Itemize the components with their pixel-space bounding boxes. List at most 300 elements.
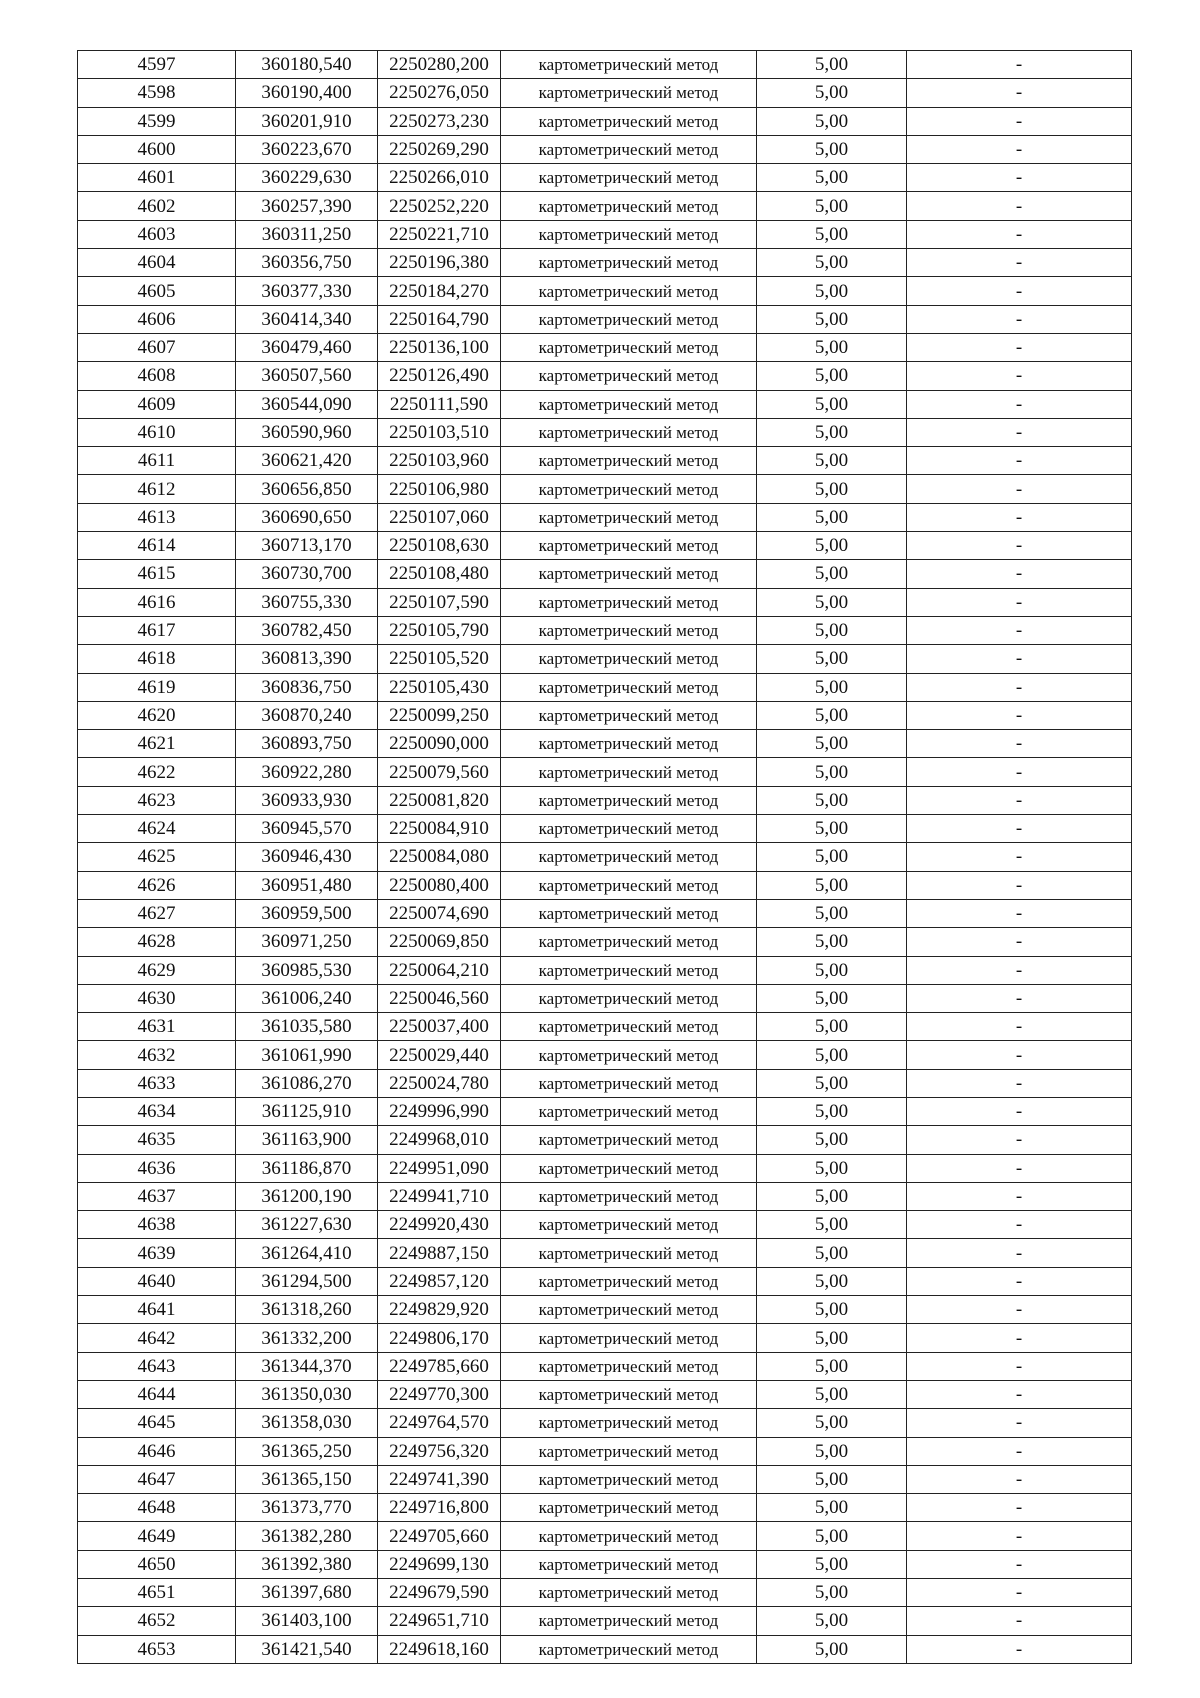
note-cell: -: [907, 786, 1132, 814]
x-coordinate-cell: 360257,390: [236, 192, 378, 220]
accuracy-cell: 5,00: [757, 305, 907, 333]
accuracy-cell: 5,00: [757, 51, 907, 79]
accuracy-cell: 5,00: [757, 984, 907, 1012]
accuracy-cell: 5,00: [757, 1126, 907, 1154]
x-coordinate-cell: 361318,260: [236, 1296, 378, 1324]
y-coordinate-cell: 2250108,630: [378, 532, 501, 560]
y-coordinate-cell: 2250024,780: [378, 1069, 501, 1097]
point-number-cell: 4597: [78, 51, 236, 79]
accuracy-cell: 5,00: [757, 1154, 907, 1182]
table-row: [78, 984, 1132, 1012]
note-cell: -: [907, 1013, 1132, 1041]
accuracy-cell: 5,00: [757, 1550, 907, 1578]
table-row: [78, 1324, 1132, 1352]
y-coordinate-cell: 2249996,990: [378, 1097, 501, 1125]
x-coordinate-cell: 360971,250: [236, 928, 378, 956]
table-row: [78, 1465, 1132, 1493]
accuracy-cell: 5,00: [757, 277, 907, 305]
x-coordinate-cell: 360414,340: [236, 305, 378, 333]
note-cell: -: [907, 928, 1132, 956]
table-row: [78, 249, 1132, 277]
note-cell: -: [907, 503, 1132, 531]
method-cell: картометрический метод: [501, 928, 757, 956]
table-row: [78, 871, 1132, 899]
point-number-cell: 4623: [78, 786, 236, 814]
method-cell: картометрический метод: [501, 79, 757, 107]
accuracy-cell: 5,00: [757, 871, 907, 899]
note-cell: -: [907, 1126, 1132, 1154]
y-coordinate-cell: 2249887,150: [378, 1239, 501, 1267]
accuracy-cell: 5,00: [757, 928, 907, 956]
table-row: [78, 1239, 1132, 1267]
y-coordinate-cell: 2249941,710: [378, 1182, 501, 1210]
point-number-cell: 4646: [78, 1437, 236, 1465]
accuracy-cell: 5,00: [757, 899, 907, 927]
point-number-cell: 4639: [78, 1239, 236, 1267]
x-coordinate-cell: 360377,330: [236, 277, 378, 305]
y-coordinate-cell: 2250064,210: [378, 956, 501, 984]
method-cell: картометрический метод: [501, 135, 757, 163]
point-number-cell: 4615: [78, 560, 236, 588]
method-cell: картометрический метод: [501, 673, 757, 701]
accuracy-cell: 5,00: [757, 135, 907, 163]
method-cell: картометрический метод: [501, 871, 757, 899]
accuracy-cell: 5,00: [757, 673, 907, 701]
method-cell: картометрический метод: [501, 588, 757, 616]
y-coordinate-cell: 2250105,430: [378, 673, 501, 701]
method-cell: картометрический метод: [501, 1267, 757, 1295]
point-number-cell: 4610: [78, 418, 236, 446]
x-coordinate-cell: 360223,670: [236, 135, 378, 163]
table-row: [78, 1494, 1132, 1522]
note-cell: -: [907, 1607, 1132, 1635]
x-coordinate-cell: 360959,500: [236, 899, 378, 927]
point-number-cell: 4648: [78, 1494, 236, 1522]
table-row: [78, 503, 1132, 531]
table-row: [78, 107, 1132, 135]
y-coordinate-cell: 2250126,490: [378, 362, 501, 390]
note-cell: -: [907, 1069, 1132, 1097]
method-cell: картометрический метод: [501, 984, 757, 1012]
note-cell: -: [907, 843, 1132, 871]
note-cell: -: [907, 758, 1132, 786]
x-coordinate-cell: 360946,430: [236, 843, 378, 871]
note-cell: -: [907, 560, 1132, 588]
x-coordinate-cell: 361086,270: [236, 1069, 378, 1097]
method-cell: картометрический метод: [501, 1182, 757, 1210]
x-coordinate-cell: 360690,650: [236, 503, 378, 531]
accuracy-cell: 5,00: [757, 107, 907, 135]
method-cell: картометрический метод: [501, 1211, 757, 1239]
y-coordinate-cell: 2250081,820: [378, 786, 501, 814]
note-cell: -: [907, 333, 1132, 361]
table-row: [78, 475, 1132, 503]
table-row: [78, 1211, 1132, 1239]
point-number-cell: 4643: [78, 1352, 236, 1380]
x-coordinate-cell: 360507,560: [236, 362, 378, 390]
y-coordinate-cell: 2250046,560: [378, 984, 501, 1012]
coordinates-table-body: [78, 51, 1132, 1664]
method-cell: картометрический метод: [501, 1579, 757, 1607]
note-cell: -: [907, 1635, 1132, 1663]
method-cell: картометрический метод: [501, 1465, 757, 1493]
accuracy-cell: 5,00: [757, 1579, 907, 1607]
y-coordinate-cell: 2249785,660: [378, 1352, 501, 1380]
accuracy-cell: 5,00: [757, 701, 907, 729]
accuracy-cell: 5,00: [757, 447, 907, 475]
point-number-cell: 4649: [78, 1522, 236, 1550]
accuracy-cell: 5,00: [757, 1324, 907, 1352]
table-row: [78, 1069, 1132, 1097]
y-coordinate-cell: 2250108,480: [378, 560, 501, 588]
note-cell: -: [907, 164, 1132, 192]
method-cell: картометрический метод: [501, 475, 757, 503]
point-number-cell: 4638: [78, 1211, 236, 1239]
x-coordinate-cell: 361186,870: [236, 1154, 378, 1182]
x-coordinate-cell: 361397,680: [236, 1579, 378, 1607]
y-coordinate-cell: 2250111,590: [378, 390, 501, 418]
note-cell: -: [907, 135, 1132, 163]
note-cell: -: [907, 1494, 1132, 1522]
y-coordinate-cell: 2250107,060: [378, 503, 501, 531]
accuracy-cell: 5,00: [757, 1182, 907, 1210]
accuracy-cell: 5,00: [757, 1239, 907, 1267]
y-coordinate-cell: 2250037,400: [378, 1013, 501, 1041]
x-coordinate-cell: 360813,390: [236, 645, 378, 673]
x-coordinate-cell: 361344,370: [236, 1352, 378, 1380]
y-coordinate-cell: 2249770,300: [378, 1380, 501, 1408]
point-number-cell: 4631: [78, 1013, 236, 1041]
x-coordinate-cell: 360479,460: [236, 333, 378, 361]
accuracy-cell: 5,00: [757, 1409, 907, 1437]
point-number-cell: 4602: [78, 192, 236, 220]
accuracy-cell: 5,00: [757, 418, 907, 446]
table-row: [78, 616, 1132, 644]
x-coordinate-cell: 360870,240: [236, 701, 378, 729]
method-cell: картометрический метод: [501, 1437, 757, 1465]
accuracy-cell: 5,00: [757, 1380, 907, 1408]
x-coordinate-cell: 360922,280: [236, 758, 378, 786]
accuracy-cell: 5,00: [757, 1013, 907, 1041]
table-row: [78, 1550, 1132, 1578]
y-coordinate-cell: 2250164,790: [378, 305, 501, 333]
y-coordinate-cell: 2249699,130: [378, 1550, 501, 1578]
accuracy-cell: 5,00: [757, 560, 907, 588]
point-number-cell: 4620: [78, 701, 236, 729]
accuracy-cell: 5,00: [757, 1607, 907, 1635]
point-number-cell: 4628: [78, 928, 236, 956]
point-number-cell: 4613: [78, 503, 236, 531]
table-row: [78, 1013, 1132, 1041]
table-row: [78, 588, 1132, 616]
x-coordinate-cell: 361227,630: [236, 1211, 378, 1239]
table-row: [78, 305, 1132, 333]
table-row: [78, 1607, 1132, 1635]
method-cell: картометрический метод: [501, 560, 757, 588]
y-coordinate-cell: 2250269,290: [378, 135, 501, 163]
method-cell: картометрический метод: [501, 390, 757, 418]
point-number-cell: 4621: [78, 730, 236, 758]
point-number-cell: 4605: [78, 277, 236, 305]
method-cell: картометрический метод: [501, 277, 757, 305]
accuracy-cell: 5,00: [757, 1097, 907, 1125]
table-row: [78, 645, 1132, 673]
method-cell: картометрический метод: [501, 899, 757, 927]
y-coordinate-cell: 2250184,270: [378, 277, 501, 305]
accuracy-cell: 5,00: [757, 390, 907, 418]
table-row: [78, 1126, 1132, 1154]
note-cell: -: [907, 1211, 1132, 1239]
method-cell: картометрический метод: [501, 503, 757, 531]
table-row: [78, 1635, 1132, 1663]
note-cell: -: [907, 815, 1132, 843]
note-cell: -: [907, 220, 1132, 248]
method-cell: картометрический метод: [501, 51, 757, 79]
method-cell: картометрический метод: [501, 164, 757, 192]
note-cell: -: [907, 588, 1132, 616]
table-row: [78, 1041, 1132, 1069]
table-row: [78, 815, 1132, 843]
point-number-cell: 4614: [78, 532, 236, 560]
table-row: [78, 956, 1132, 984]
y-coordinate-cell: 2250196,380: [378, 249, 501, 277]
note-cell: -: [907, 645, 1132, 673]
x-coordinate-cell: 360836,750: [236, 673, 378, 701]
accuracy-cell: 5,00: [757, 220, 907, 248]
note-cell: -: [907, 1465, 1132, 1493]
note-cell: -: [907, 1296, 1132, 1324]
accuracy-cell: 5,00: [757, 333, 907, 361]
point-number-cell: 4650: [78, 1550, 236, 1578]
table-row: [78, 390, 1132, 418]
point-number-cell: 4629: [78, 956, 236, 984]
note-cell: -: [907, 956, 1132, 984]
point-number-cell: 4645: [78, 1409, 236, 1437]
x-coordinate-cell: 360893,750: [236, 730, 378, 758]
note-cell: -: [907, 1579, 1132, 1607]
point-number-cell: 4599: [78, 107, 236, 135]
x-coordinate-cell: 360590,960: [236, 418, 378, 446]
coordinates-table: [77, 50, 1132, 1664]
point-number-cell: 4603: [78, 220, 236, 248]
note-cell: -: [907, 1550, 1132, 1578]
accuracy-cell: 5,00: [757, 1211, 907, 1239]
note-cell: -: [907, 1154, 1132, 1182]
method-cell: картометрический метод: [501, 192, 757, 220]
accuracy-cell: 5,00: [757, 786, 907, 814]
accuracy-cell: 5,00: [757, 1267, 907, 1295]
point-number-cell: 4647: [78, 1465, 236, 1493]
y-coordinate-cell: 2249764,570: [378, 1409, 501, 1437]
y-coordinate-cell: 2250029,440: [378, 1041, 501, 1069]
x-coordinate-cell: 360180,540: [236, 51, 378, 79]
x-coordinate-cell: 360945,570: [236, 815, 378, 843]
table-row: [78, 730, 1132, 758]
point-number-cell: 4606: [78, 305, 236, 333]
accuracy-cell: 5,00: [757, 532, 907, 560]
table-row: [78, 1409, 1132, 1437]
accuracy-cell: 5,00: [757, 475, 907, 503]
y-coordinate-cell: 2250252,220: [378, 192, 501, 220]
y-coordinate-cell: 2250103,510: [378, 418, 501, 446]
x-coordinate-cell: 361382,280: [236, 1522, 378, 1550]
x-coordinate-cell: 361332,200: [236, 1324, 378, 1352]
x-coordinate-cell: 361373,770: [236, 1494, 378, 1522]
point-number-cell: 4618: [78, 645, 236, 673]
accuracy-cell: 5,00: [757, 79, 907, 107]
y-coordinate-cell: 2249968,010: [378, 1126, 501, 1154]
x-coordinate-cell: 361365,250: [236, 1437, 378, 1465]
point-number-cell: 4624: [78, 815, 236, 843]
table-row: [78, 1579, 1132, 1607]
note-cell: -: [907, 1380, 1132, 1408]
table-row: [78, 786, 1132, 814]
y-coordinate-cell: 2250074,690: [378, 899, 501, 927]
x-coordinate-cell: 360229,630: [236, 164, 378, 192]
note-cell: -: [907, 616, 1132, 644]
method-cell: картометрический метод: [501, 418, 757, 446]
point-number-cell: 4619: [78, 673, 236, 701]
method-cell: картометрический метод: [501, 1352, 757, 1380]
accuracy-cell: 5,00: [757, 815, 907, 843]
x-coordinate-cell: 360755,330: [236, 588, 378, 616]
accuracy-cell: 5,00: [757, 1352, 907, 1380]
note-cell: -: [907, 475, 1132, 503]
method-cell: картометрический метод: [501, 1607, 757, 1635]
point-number-cell: 4601: [78, 164, 236, 192]
y-coordinate-cell: 2250103,960: [378, 447, 501, 475]
table-row: [78, 532, 1132, 560]
table-row: [78, 1522, 1132, 1550]
accuracy-cell: 5,00: [757, 1437, 907, 1465]
point-number-cell: 4652: [78, 1607, 236, 1635]
y-coordinate-cell: 2249857,120: [378, 1267, 501, 1295]
x-coordinate-cell: 361163,900: [236, 1126, 378, 1154]
point-number-cell: 4616: [78, 588, 236, 616]
method-cell: картометрический метод: [501, 1239, 757, 1267]
x-coordinate-cell: 361403,100: [236, 1607, 378, 1635]
table-row: [78, 220, 1132, 248]
y-coordinate-cell: 2250107,590: [378, 588, 501, 616]
point-number-cell: 4644: [78, 1380, 236, 1408]
y-coordinate-cell: 2249756,320: [378, 1437, 501, 1465]
method-cell: картометрический метод: [501, 616, 757, 644]
y-coordinate-cell: 2250105,520: [378, 645, 501, 673]
point-number-cell: 4612: [78, 475, 236, 503]
method-cell: картометрический метод: [501, 107, 757, 135]
y-coordinate-cell: 2249716,800: [378, 1494, 501, 1522]
x-coordinate-cell: 361365,150: [236, 1465, 378, 1493]
accuracy-cell: 5,00: [757, 1041, 907, 1069]
x-coordinate-cell: 360730,700: [236, 560, 378, 588]
note-cell: -: [907, 730, 1132, 758]
y-coordinate-cell: 2250069,850: [378, 928, 501, 956]
accuracy-cell: 5,00: [757, 164, 907, 192]
table-row: [78, 1437, 1132, 1465]
point-number-cell: 4607: [78, 333, 236, 361]
x-coordinate-cell: 361358,030: [236, 1409, 378, 1437]
method-cell: картометрический метод: [501, 532, 757, 560]
x-coordinate-cell: 360933,930: [236, 786, 378, 814]
accuracy-cell: 5,00: [757, 588, 907, 616]
method-cell: картометрический метод: [501, 1097, 757, 1125]
method-cell: картометрический метод: [501, 1126, 757, 1154]
note-cell: -: [907, 1324, 1132, 1352]
x-coordinate-cell: 360356,750: [236, 249, 378, 277]
note-cell: -: [907, 532, 1132, 560]
accuracy-cell: 5,00: [757, 1069, 907, 1097]
method-cell: картометрический метод: [501, 1635, 757, 1663]
table-row: [78, 673, 1132, 701]
note-cell: -: [907, 1041, 1132, 1069]
accuracy-cell: 5,00: [757, 956, 907, 984]
accuracy-cell: 5,00: [757, 843, 907, 871]
y-coordinate-cell: 2250079,560: [378, 758, 501, 786]
method-cell: картометрический метод: [501, 815, 757, 843]
x-coordinate-cell: 360782,450: [236, 616, 378, 644]
table-row: [78, 192, 1132, 220]
note-cell: -: [907, 1182, 1132, 1210]
accuracy-cell: 5,00: [757, 616, 907, 644]
point-number-cell: 4642: [78, 1324, 236, 1352]
point-number-cell: 4617: [78, 616, 236, 644]
method-cell: картометрический метод: [501, 786, 757, 814]
accuracy-cell: 5,00: [757, 1635, 907, 1663]
x-coordinate-cell: 361350,030: [236, 1380, 378, 1408]
table-row: [78, 1380, 1132, 1408]
y-coordinate-cell: 2249951,090: [378, 1154, 501, 1182]
x-coordinate-cell: 361061,990: [236, 1041, 378, 1069]
note-cell: -: [907, 390, 1132, 418]
table-row: [78, 362, 1132, 390]
note-cell: -: [907, 362, 1132, 390]
method-cell: картометрический метод: [501, 730, 757, 758]
y-coordinate-cell: 2249741,390: [378, 1465, 501, 1493]
table-row: [78, 51, 1132, 79]
note-cell: -: [907, 1437, 1132, 1465]
point-number-cell: 4598: [78, 79, 236, 107]
y-coordinate-cell: 2250106,980: [378, 475, 501, 503]
x-coordinate-cell: 360311,250: [236, 220, 378, 248]
method-cell: картометрический метод: [501, 1013, 757, 1041]
method-cell: картометрический метод: [501, 249, 757, 277]
y-coordinate-cell: 2250221,710: [378, 220, 501, 248]
method-cell: картометрический метод: [501, 1069, 757, 1097]
accuracy-cell: 5,00: [757, 249, 907, 277]
y-coordinate-cell: 2249705,660: [378, 1522, 501, 1550]
method-cell: картометрический метод: [501, 1324, 757, 1352]
x-coordinate-cell: 360951,480: [236, 871, 378, 899]
table-row: [78, 135, 1132, 163]
y-coordinate-cell: 2250266,010: [378, 164, 501, 192]
method-cell: картометрический метод: [501, 362, 757, 390]
x-coordinate-cell: 360656,850: [236, 475, 378, 503]
method-cell: картометрический метод: [501, 1041, 757, 1069]
method-cell: картометрический метод: [501, 1296, 757, 1324]
method-cell: картометрический метод: [501, 1550, 757, 1578]
y-coordinate-cell: 2250105,790: [378, 616, 501, 644]
x-coordinate-cell: 361006,240: [236, 984, 378, 1012]
x-coordinate-cell: 360985,530: [236, 956, 378, 984]
table-row: [78, 1154, 1132, 1182]
accuracy-cell: 5,00: [757, 503, 907, 531]
note-cell: -: [907, 871, 1132, 899]
note-cell: -: [907, 673, 1132, 701]
point-number-cell: 4625: [78, 843, 236, 871]
point-number-cell: 4622: [78, 758, 236, 786]
method-cell: картометрический метод: [501, 645, 757, 673]
y-coordinate-cell: 2249618,160: [378, 1635, 501, 1663]
